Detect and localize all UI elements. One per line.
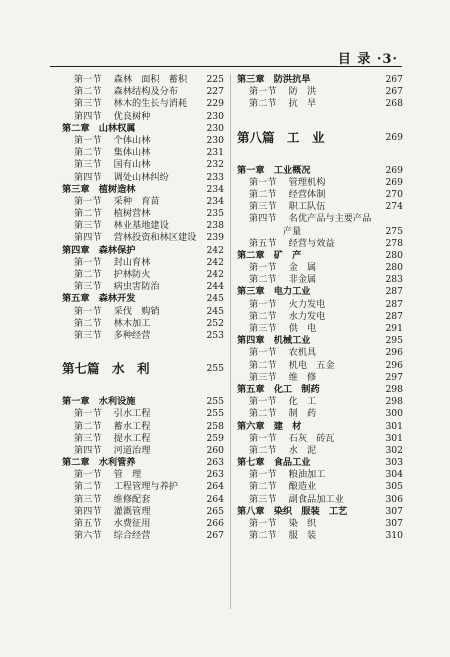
toc-section-row[interactable] xyxy=(237,299,403,311)
toc-entry-title: 第二节 集体山林 xyxy=(74,147,151,159)
toc-page-number: 269 xyxy=(385,164,403,176)
toc-page-number: 234 xyxy=(206,183,224,195)
toc-chapter-row[interactable] xyxy=(62,457,224,469)
toc-page-number: 305 xyxy=(385,481,403,493)
toc-page-number: 252 xyxy=(206,317,224,329)
toc-page-number: 280 xyxy=(385,249,403,261)
toc-section-row[interactable] xyxy=(237,360,403,372)
toc-page-number: 310 xyxy=(385,530,403,542)
toc-chapter-row[interactable] xyxy=(62,245,224,257)
spacer xyxy=(237,151,403,165)
toc-entry-title: 第二节 工程管理与养护 xyxy=(74,481,178,493)
toc-page-number: 287 xyxy=(385,298,403,310)
toc-entry-title: 第二节 非金属 xyxy=(249,274,317,286)
toc-entry-title: 第四节 灌溉管理 xyxy=(74,505,151,517)
toc-section-row[interactable] xyxy=(237,189,403,201)
toc-page-number: 291 xyxy=(385,323,403,334)
toc-section-row[interactable] xyxy=(62,530,224,542)
toc-entry-title: 第一节 森林 面积 蓄积 xyxy=(74,74,188,85)
toc-page-number: 304 xyxy=(385,469,403,481)
toc-section-row[interactable] xyxy=(237,177,403,189)
toc-entry-title: 第二节 植树营林 xyxy=(74,208,151,220)
toc-page-number: 255 xyxy=(206,396,224,408)
toc-entry-title: 第三节 副食品加工业 xyxy=(249,493,344,505)
toc-section-row[interactable] xyxy=(62,196,224,208)
toc-page-number: 242 xyxy=(206,244,224,256)
toc-page-number: 301 xyxy=(385,420,403,432)
toc-section-row[interactable] xyxy=(62,232,224,244)
toc-section-row[interactable] xyxy=(62,220,224,232)
toc-section-row[interactable] xyxy=(237,347,403,359)
toc-entry-title: 第三节 林业基地建设 xyxy=(74,220,169,232)
toc-page-number: 258 xyxy=(206,420,224,432)
column-divider xyxy=(230,74,231,609)
toc-section-row[interactable] xyxy=(237,433,403,445)
toc-section-row[interactable] xyxy=(62,318,224,330)
toc-page-number: 231 xyxy=(206,147,224,159)
toc-section-row[interactable] xyxy=(237,372,403,384)
toc-continuation-row[interactable] xyxy=(237,226,403,238)
toc-entry-title: 第一节 采伐 购销 xyxy=(74,305,160,317)
toc-entry-title: 第四节 名优产品与主要产品 xyxy=(249,213,372,225)
toc-entry-title: 第二节 水 泥 xyxy=(249,444,317,456)
toc-page-number: 244 xyxy=(206,281,224,293)
toc-page-number: 296 xyxy=(385,359,403,371)
toc-section-row[interactable] xyxy=(237,98,403,110)
toc-entry-title: 第三章 防洪抗旱 xyxy=(237,74,311,85)
toc-entry-title: 第三节 供 电 xyxy=(249,323,317,334)
toc-page-number: 298 xyxy=(385,383,403,395)
toc-entry-title: 第二章 矿 产 xyxy=(237,249,302,261)
toc-section-row[interactable] xyxy=(62,306,224,318)
toc-part-row[interactable] xyxy=(62,356,224,382)
toc-page-number: 300 xyxy=(385,408,403,420)
toc-section-row[interactable] xyxy=(237,408,403,420)
toc-entry-title: 第二节 林木加工 xyxy=(74,317,151,329)
toc-entry-title: 第一节 农机具 xyxy=(249,347,317,359)
spacer xyxy=(237,111,403,125)
toc-page-number: 227 xyxy=(206,86,224,98)
toc-page-number: 264 xyxy=(206,481,224,493)
toc-page-number: 287 xyxy=(385,310,403,322)
toc-section-row[interactable] xyxy=(62,98,224,110)
toc-page-number: 278 xyxy=(385,237,403,249)
toc-section-row[interactable] xyxy=(62,135,224,147)
toc-entry-title: 第二节 水力发电 xyxy=(249,310,326,322)
toc-page-number: 263 xyxy=(206,457,224,469)
toc-chapter-row[interactable] xyxy=(237,250,403,262)
toc-section-row[interactable] xyxy=(237,238,403,250)
toc-page-number: 307 xyxy=(385,505,403,517)
toc-chapter-row[interactable] xyxy=(62,184,224,196)
header-rule xyxy=(50,66,402,67)
toc-entry-title: 第一节 个体山林 xyxy=(74,134,151,146)
toc-entry-title: 第二节 护林防火 xyxy=(74,269,151,280)
toc-page-number: 270 xyxy=(385,188,403,200)
toc-chapter-row[interactable] xyxy=(237,74,403,86)
toc-entry-title: 第三节 病虫害防治 xyxy=(74,281,160,293)
toc-page-number: 245 xyxy=(206,305,224,317)
toc-entry-title: 第五章 化工 制药 xyxy=(237,383,320,395)
toc-page-number: 267 xyxy=(385,74,403,85)
toc-entry-title: 第二节 抗 旱 xyxy=(249,98,317,110)
toc-page-number: 230 xyxy=(206,134,224,146)
toc-entry-title: 第七章 食品工业 xyxy=(237,457,311,469)
toc-section-row[interactable] xyxy=(62,433,224,445)
toc-entry-title: 第二章 水利管养 xyxy=(62,457,136,469)
toc-entry-title: 第二节 蓄水工程 xyxy=(74,420,151,432)
toc-page-number: 266 xyxy=(206,518,224,529)
toc-section-row[interactable] xyxy=(237,311,403,323)
toc-page-number: 301 xyxy=(385,432,403,444)
toc-page-number: 245 xyxy=(206,293,224,305)
toc-entry-title: 第一节 管理机构 xyxy=(249,176,326,188)
toc-page-number: 260 xyxy=(206,444,224,456)
spacer xyxy=(62,382,224,396)
toc-section-row[interactable] xyxy=(62,159,224,171)
toc-page-number: 242 xyxy=(206,256,224,268)
toc-chapter-row[interactable] xyxy=(237,286,403,298)
toc-section-row[interactable] xyxy=(62,86,224,98)
toc-section-row[interactable] xyxy=(237,481,403,493)
toc-section-row[interactable] xyxy=(237,469,403,481)
toc-section-row[interactable] xyxy=(62,147,224,159)
toc-entry-title: 第一章 水利设施 xyxy=(62,396,136,408)
toc-entry-title: 第二节 森林结构及分布 xyxy=(74,86,178,98)
toc-page-number: 275 xyxy=(385,225,403,237)
toc-page-number: 280 xyxy=(385,262,403,274)
toc-entry-title: 第五章 森林开发 xyxy=(62,293,136,305)
toc-entry-title: 第一节 粮油加工 xyxy=(249,469,326,481)
toc-part-row[interactable] xyxy=(237,125,403,151)
toc-chapter-row[interactable] xyxy=(237,335,403,347)
toc-chapter-row[interactable] xyxy=(237,457,403,469)
toc-page-number: 255 xyxy=(206,363,224,375)
toc-section-row[interactable] xyxy=(62,445,224,457)
toc-page-number: 269 xyxy=(385,131,403,143)
toc-section-row[interactable] xyxy=(237,274,403,286)
toc-entry-title: 第五节 水费征用 xyxy=(74,518,151,529)
toc-section-row[interactable] xyxy=(62,269,224,281)
toc-chapter-row[interactable] xyxy=(237,421,403,433)
toc-page-number: 255 xyxy=(206,408,224,420)
toc-left-column xyxy=(62,74,224,542)
toc-entry-title: 第四章 森林保护 xyxy=(62,244,136,256)
toc-entry-title: 第一节 防 洪 xyxy=(249,86,317,98)
toc-chapter-row[interactable] xyxy=(237,384,403,396)
toc-entry-title: 第一节 管 理 xyxy=(74,469,142,481)
toc-right-column xyxy=(237,74,403,542)
toc-entry-title: 第一节 化 工 xyxy=(249,396,317,408)
running-header: 目 录 ·3· xyxy=(337,52,398,67)
toc-entry-title: 第三章 植树造林 xyxy=(62,183,136,195)
toc-section-row[interactable] xyxy=(237,396,403,408)
toc-page-number: 287 xyxy=(385,286,403,298)
toc-section-row[interactable] xyxy=(62,74,224,86)
toc-entry-title: 产量 xyxy=(283,225,302,237)
toc-page-number: 239 xyxy=(206,232,224,244)
toc-section-row[interactable] xyxy=(62,481,224,493)
toc-chapter-row[interactable] xyxy=(62,123,224,135)
spacer xyxy=(62,342,224,356)
toc-section-row[interactable] xyxy=(62,111,224,123)
toc-entry-title: 第六节 综合经营 xyxy=(74,530,151,542)
toc-chapter-row[interactable] xyxy=(237,165,403,177)
toc-page-number: 238 xyxy=(206,220,224,232)
toc-page-number: 259 xyxy=(206,432,224,444)
toc-section-row[interactable] xyxy=(62,330,224,342)
toc-entry-title: 第二节 经营体制 xyxy=(249,188,326,200)
toc-section-row[interactable] xyxy=(237,494,403,506)
toc-chapter-row[interactable] xyxy=(62,293,224,305)
toc-entry-title: 第一章 工业概况 xyxy=(237,164,311,176)
toc-page-number: 235 xyxy=(206,208,224,220)
toc-section-row[interactable] xyxy=(62,421,224,433)
toc-section-row[interactable] xyxy=(237,86,403,98)
toc-section-row[interactable] xyxy=(62,506,224,518)
toc-page-number: 263 xyxy=(206,469,224,481)
toc-entry-title: 第一节 采种 育苗 xyxy=(74,195,160,207)
toc-page-number: 283 xyxy=(385,274,403,286)
toc-entry-title: 第三节 多种经营 xyxy=(74,329,151,341)
toc-page-number: 268 xyxy=(385,98,403,110)
toc-entry-title: 第三节 国有山林 xyxy=(74,159,151,171)
toc-page-number: 296 xyxy=(385,347,403,359)
toc-entry-title: 第一节 封山育林 xyxy=(74,256,151,268)
toc-section-row[interactable] xyxy=(62,257,224,269)
toc-page-number: 295 xyxy=(385,335,403,347)
toc-section-row[interactable] xyxy=(237,445,403,457)
toc-page-number: 242 xyxy=(206,269,224,280)
toc-section-row[interactable] xyxy=(62,494,224,506)
toc-entry-title: 第一节 金 属 xyxy=(249,262,317,274)
toc-section-row[interactable] xyxy=(62,208,224,220)
toc-entry-title: 第一节 火力发电 xyxy=(249,298,326,310)
toc-page-number: 229 xyxy=(206,98,224,110)
toc-entry-title: 第四章 机械工业 xyxy=(237,335,311,347)
toc-entry-title: 第八章 染织 服装 工艺 xyxy=(237,505,348,517)
toc-entry-title: 第三节 职工队伍 xyxy=(249,201,326,213)
toc-section-row[interactable] xyxy=(62,172,224,184)
toc-entry-title: 第三节 维 修 xyxy=(249,371,317,383)
toc-page-number: 267 xyxy=(206,530,224,542)
toc-chapter-row[interactable] xyxy=(237,506,403,518)
toc-entry-title: 第四节 河道治理 xyxy=(74,444,151,456)
toc-entry-title: 第七篇 水 利 xyxy=(62,361,150,377)
toc-entry-title: 第二节 机电 五金 xyxy=(249,359,335,371)
toc-section-row[interactable] xyxy=(62,281,224,293)
toc-entry-title: 第四节 营林投资和林区建设 xyxy=(74,232,197,244)
toc-page-number: 306 xyxy=(385,493,403,505)
toc-section-row[interactable] xyxy=(62,518,224,530)
toc-entry-title: 第五节 经营与效益 xyxy=(249,237,335,249)
toc-entry-title: 第三节 林木的生长与消耗 xyxy=(74,98,188,110)
toc-entry-title: 第四节 优良树种 xyxy=(74,110,151,122)
toc-entry-title: 第六章 建 材 xyxy=(237,420,302,432)
toc-page-number: 225 xyxy=(206,74,224,85)
toc-page-number: 253 xyxy=(206,329,224,341)
toc-page-number: 234 xyxy=(206,195,224,207)
toc-page-number: 297 xyxy=(385,371,403,383)
toc-section-row[interactable] xyxy=(237,262,403,274)
toc-entry-title: 第二节 酿造业 xyxy=(249,481,317,493)
toc-page-number: 274 xyxy=(385,201,403,213)
toc-entry-title: 第一节 引水工程 xyxy=(74,408,151,420)
toc-section-row[interactable] xyxy=(237,518,403,530)
toc-page-number: 269 xyxy=(385,176,403,188)
toc-page-number: 264 xyxy=(206,493,224,505)
toc-page-number: 302 xyxy=(385,444,403,456)
toc-entry-title: 第三节 维修配套 xyxy=(74,493,151,505)
toc-page-number: 230 xyxy=(206,122,224,134)
toc-page-number: 303 xyxy=(385,457,403,469)
toc-page-number: 230 xyxy=(206,110,224,122)
toc-section-row[interactable] xyxy=(62,408,224,420)
toc-entry-title: 第二节 服 装 xyxy=(249,530,317,542)
toc-section-row[interactable] xyxy=(237,201,403,213)
toc-page-number: 267 xyxy=(385,86,403,98)
toc-page-number: 298 xyxy=(385,396,403,408)
toc-entry-title: 第一节 石灰 砖瓦 xyxy=(249,432,335,444)
toc-entry-title: 第八篇 工 业 xyxy=(237,129,325,145)
toc-page-number: 307 xyxy=(385,518,403,529)
toc-entry-title: 第四节 调处山林纠纷 xyxy=(74,171,169,183)
toc-section-row[interactable] xyxy=(237,530,403,542)
toc-page-number: 232 xyxy=(206,159,224,171)
toc-page-number: 233 xyxy=(206,171,224,183)
toc-entry-title: 第二节 制 药 xyxy=(249,408,317,420)
toc-chapter-row[interactable] xyxy=(62,396,224,408)
toc-section-row[interactable] xyxy=(62,469,224,481)
toc-entry-title: 第三节 提水工程 xyxy=(74,432,151,444)
toc-entry-title: 第一节 染 织 xyxy=(249,518,317,529)
toc-section-row[interactable] xyxy=(237,323,403,335)
toc-page-number: 265 xyxy=(206,505,224,517)
toc-entry-title: 第三章 电力工业 xyxy=(237,286,311,298)
toc-section-row[interactable] xyxy=(237,213,403,225)
toc-entry-title: 第二章 山林权属 xyxy=(62,122,136,134)
